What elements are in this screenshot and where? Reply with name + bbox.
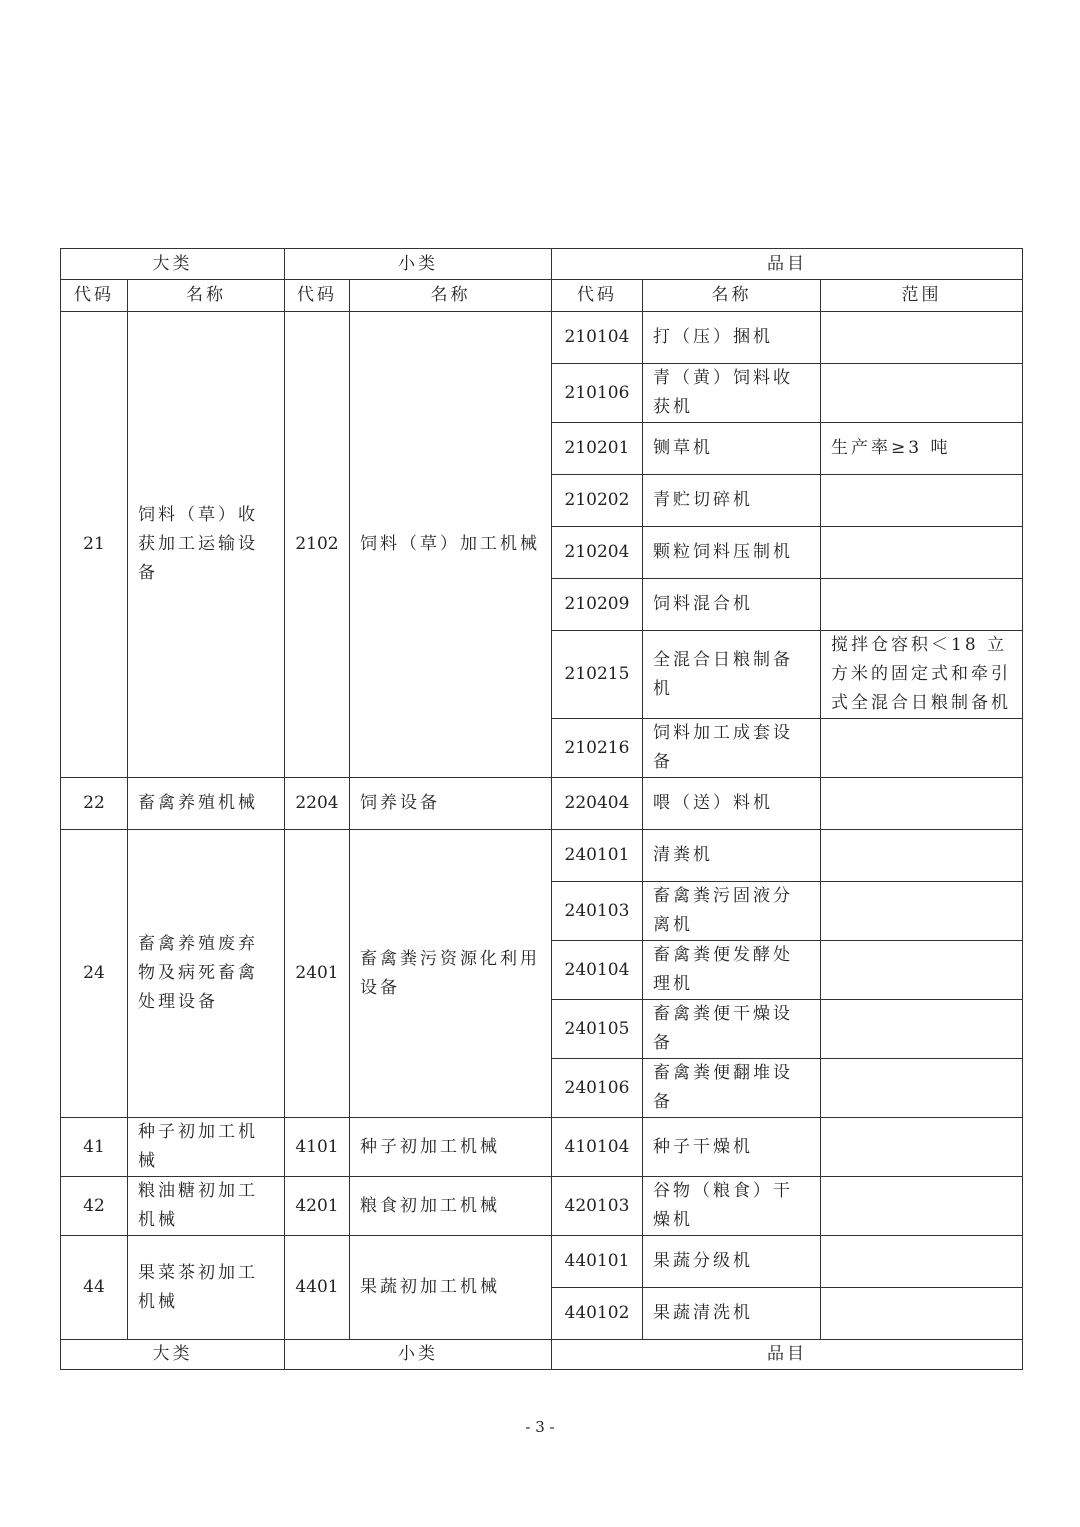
item-name: 全混合日粮制备机 <box>643 631 821 719</box>
header-item-name: 名称 <box>643 280 821 312</box>
minor-name: 饲料（草）加工机械 <box>350 312 552 778</box>
header-minor-code: 代码 <box>285 280 350 312</box>
major-code: 21 <box>61 312 128 778</box>
item-code: 210216 <box>552 719 643 778</box>
table-row <box>61 1236 1023 1288</box>
item-scope: 生产率≥3 吨 <box>821 423 1023 475</box>
item-code: 210204 <box>552 527 643 579</box>
item-code: 240106 <box>552 1059 643 1118</box>
minor-code: 4101 <box>285 1118 350 1177</box>
footer-item-category: 品目 <box>552 1340 1023 1370</box>
item-name: 畜禽粪便发酵处理机 <box>643 941 821 1000</box>
minor-name: 饲养设备 <box>350 778 552 830</box>
item-scope <box>821 1288 1023 1340</box>
item-scope <box>821 1059 1023 1118</box>
item-scope <box>821 830 1023 882</box>
footer-minor-category: 小类 <box>285 1340 552 1370</box>
item-code: 210202 <box>552 475 643 527</box>
item-scope <box>821 778 1023 830</box>
item-code: 410104 <box>552 1118 643 1177</box>
item-name: 青贮切碎机 <box>643 475 821 527</box>
table-row <box>61 1177 1023 1236</box>
major-name: 畜禽养殖废弃物及病死畜禽处理设备 <box>128 830 285 1118</box>
item-code: 210104 <box>552 312 643 364</box>
major-name: 畜禽养殖机械 <box>128 778 285 830</box>
header-item-code: 代码 <box>552 280 643 312</box>
minor-code: 2204 <box>285 778 350 830</box>
item-name: 清粪机 <box>643 830 821 882</box>
minor-code: 2401 <box>285 830 350 1118</box>
item-code: 240103 <box>552 882 643 941</box>
item-name: 谷物（粮食）干燥机 <box>643 1177 821 1236</box>
item-scope <box>821 579 1023 631</box>
item-code: 210215 <box>552 631 643 719</box>
major-name: 种子初加工机械 <box>128 1118 285 1177</box>
minor-name: 畜禽粪污资源化利用设备 <box>350 830 552 1118</box>
item-name: 饲料混合机 <box>643 579 821 631</box>
item-name: 颗粒饲料压制机 <box>643 527 821 579</box>
item-scope <box>821 719 1023 778</box>
header-major-category: 大类 <box>61 249 285 280</box>
header-item-category: 品目 <box>552 249 1023 280</box>
minor-code: 2102 <box>285 312 350 778</box>
minor-name: 粮食初加工机械 <box>350 1177 552 1236</box>
item-code: 220404 <box>552 778 643 830</box>
major-code: 24 <box>61 830 128 1118</box>
item-scope <box>821 364 1023 423</box>
footer-row-groups <box>61 1340 1023 1370</box>
table-row <box>61 1118 1023 1177</box>
item-scope <box>821 475 1023 527</box>
major-name: 饲料（草）收获加工运输设备 <box>128 312 285 778</box>
item-code: 210106 <box>552 364 643 423</box>
minor-code: 4201 <box>285 1177 350 1236</box>
header-major-name: 名称 <box>128 280 285 312</box>
item-name: 饲料加工成套设备 <box>643 719 821 778</box>
minor-name: 种子初加工机械 <box>350 1118 552 1177</box>
table-row <box>61 830 1023 882</box>
item-code: 440102 <box>552 1288 643 1340</box>
major-code: 22 <box>61 778 128 830</box>
item-scope <box>821 1177 1023 1236</box>
header-row-columns <box>61 280 1023 312</box>
header-minor-category: 小类 <box>285 249 552 280</box>
major-name: 粮油糖初加工机械 <box>128 1177 285 1236</box>
item-code: 240101 <box>552 830 643 882</box>
item-code: 240105 <box>552 1000 643 1059</box>
header-major-code: 代码 <box>61 280 128 312</box>
item-scope <box>821 882 1023 941</box>
header-item-scope: 范围 <box>821 280 1023 312</box>
item-name: 青（黄）饲料收获机 <box>643 364 821 423</box>
item-name: 果蔬清洗机 <box>643 1288 821 1340</box>
item-name: 畜禽粪便翻堆设备 <box>643 1059 821 1118</box>
header-row-groups <box>61 249 1023 280</box>
item-scope <box>821 1000 1023 1059</box>
minor-name: 果蔬初加工机械 <box>350 1236 552 1340</box>
major-code: 44 <box>61 1236 128 1340</box>
item-name: 畜禽粪便干燥设备 <box>643 1000 821 1059</box>
item-name: 铡草机 <box>643 423 821 475</box>
page-number: - 3 - <box>525 1418 555 1436</box>
item-code: 210209 <box>552 579 643 631</box>
item-name: 果蔬分级机 <box>643 1236 821 1288</box>
minor-code: 4401 <box>285 1236 350 1340</box>
table-row <box>61 778 1023 830</box>
catalog-table <box>60 248 1023 1370</box>
item-scope <box>821 527 1023 579</box>
item-name: 种子干燥机 <box>643 1118 821 1177</box>
header-minor-name: 名称 <box>350 280 552 312</box>
table-row <box>61 312 1023 364</box>
item-code: 240104 <box>552 941 643 1000</box>
item-scope <box>821 941 1023 1000</box>
item-code: 210201 <box>552 423 643 475</box>
item-scope <box>821 1118 1023 1177</box>
item-name: 喂（送）料机 <box>643 778 821 830</box>
item-name: 畜禽粪污固液分离机 <box>643 882 821 941</box>
major-code: 41 <box>61 1118 128 1177</box>
item-code: 440101 <box>552 1236 643 1288</box>
item-scope <box>821 312 1023 364</box>
item-name: 打（压）捆机 <box>643 312 821 364</box>
footer-major-category: 大类 <box>61 1340 285 1370</box>
item-scope: 搅拌仓容积＜18 立方米的固定式和牵引式全混合日粮制备机 <box>821 631 1023 719</box>
item-scope <box>821 1236 1023 1288</box>
major-name: 果菜茶初加工机械 <box>128 1236 285 1340</box>
item-code: 420103 <box>552 1177 643 1236</box>
major-code: 42 <box>61 1177 128 1236</box>
